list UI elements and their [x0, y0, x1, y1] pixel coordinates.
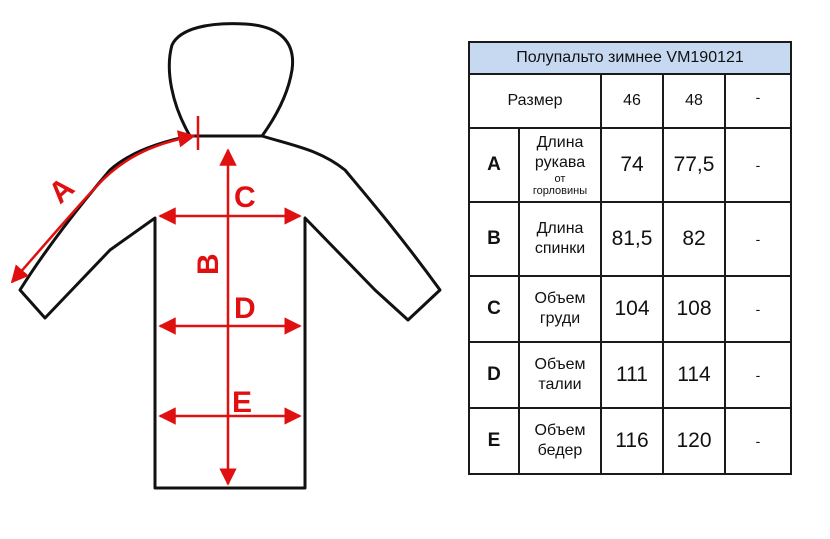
measurement-name: Длина спинки — [519, 202, 601, 276]
hood-outline — [169, 24, 292, 136]
label-b: B — [192, 253, 225, 275]
measurement-name: Длина рукава от горловины — [519, 128, 601, 202]
value-cell: - — [725, 202, 791, 276]
row-letter: B — [469, 202, 519, 276]
value-cell: 108 — [663, 276, 725, 342]
table-row — [469, 408, 791, 474]
measurement-name: Объем талии — [519, 342, 601, 408]
label-d: D — [234, 292, 256, 325]
table-title: Полупальто зимнее VM190121 — [469, 42, 791, 74]
value-cell: - — [725, 128, 791, 202]
size-header: 48 — [663, 74, 725, 128]
value-cell: 77,5 — [663, 128, 725, 202]
size-table — [468, 41, 792, 475]
size-header: 46 — [601, 74, 663, 128]
value-cell: 111 — [601, 342, 663, 408]
value-cell: 104 — [601, 276, 663, 342]
value-cell: - — [725, 342, 791, 408]
value-cell: 114 — [663, 342, 725, 408]
label-a: A — [42, 171, 81, 211]
value-cell: 74 — [601, 128, 663, 202]
row-letter: E — [469, 408, 519, 474]
label-c: C — [234, 181, 256, 214]
table-row — [469, 202, 791, 276]
row-letter: A — [469, 128, 519, 202]
value-cell: 81,5 — [601, 202, 663, 276]
value-cell: - — [725, 276, 791, 342]
coat-outline — [20, 136, 440, 488]
row-letter: C — [469, 276, 519, 342]
measurement-name: Объем груди — [519, 276, 601, 342]
measurement-name: Объем бедер — [519, 408, 601, 474]
value-cell: 82 — [663, 202, 725, 276]
table-row — [469, 342, 791, 408]
value-cell: - — [725, 408, 791, 474]
size-header: - — [725, 74, 791, 128]
size-header-label: Размер — [469, 74, 601, 128]
table-row — [469, 276, 791, 342]
label-e: E — [232, 386, 253, 419]
row-letter: D — [469, 342, 519, 408]
table-row — [469, 128, 791, 202]
value-cell: 120 — [663, 408, 725, 474]
value-cell: 116 — [601, 408, 663, 474]
